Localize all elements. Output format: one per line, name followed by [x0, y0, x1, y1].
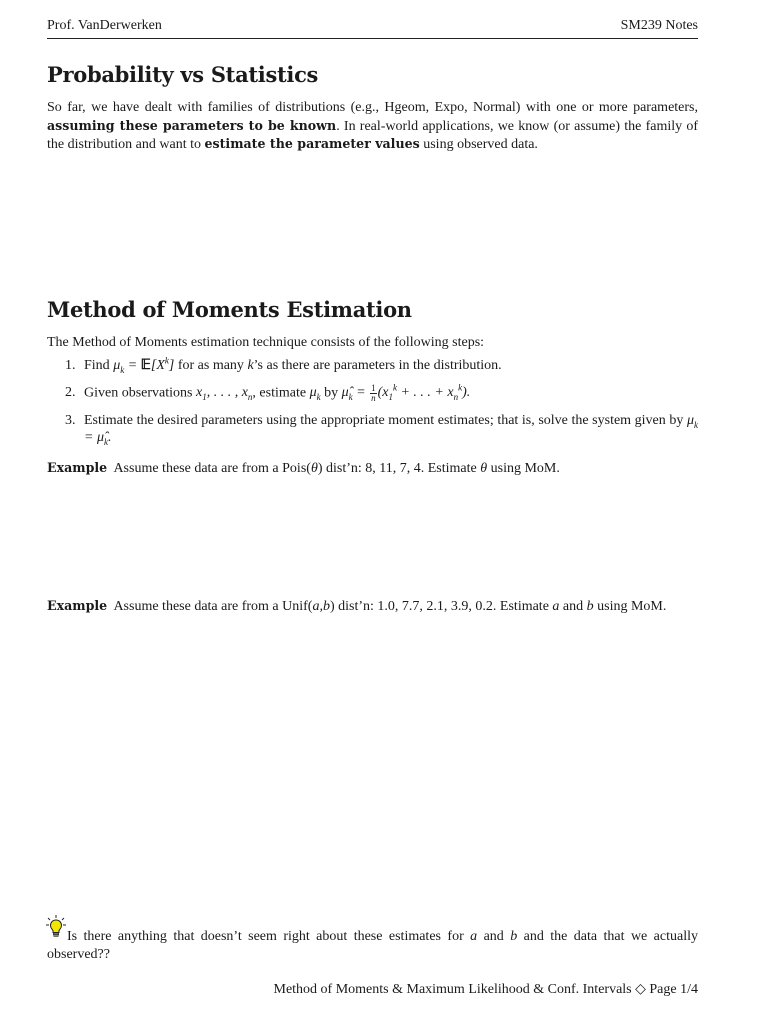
header-author: Prof. VanDerwerken [47, 18, 162, 33]
math-expression: k [247, 358, 254, 373]
math-expression: $x_1$, . . . , $x_n$ [195, 385, 253, 403]
intro-text-2: . In real-world applications, we know (or assume) the family of the distribution and want to [47, 118, 698, 153]
math-expression: $\mu_k$ [309, 385, 321, 403]
list-item [47, 384, 698, 403]
header-course: SM239 Notes [620, 18, 698, 33]
step-text: by [320, 385, 342, 401]
math-expression: $\mu_k$ = $𝔼[X^k]$ [113, 355, 175, 375]
example-text: using MoM. [487, 461, 560, 476]
step-text: for as many [174, 358, 248, 373]
step-number: 3. [65, 412, 76, 428]
example-text: Assume these data are from a Unif( [113, 599, 313, 614]
step-text: ’s as there are parameters in the distribution. [253, 358, 502, 373]
intro-paragraph [47, 99, 698, 154]
step-text: , estimate [252, 385, 310, 401]
example-text: and [559, 599, 587, 614]
intro-text-3: using observed data. [419, 137, 538, 153]
question-text: Is there anything that doesn’t seem right about these estimates for [67, 929, 471, 944]
step-text: Find [84, 358, 114, 373]
step-number: 2. [65, 384, 76, 400]
math-expression: θ [310, 461, 318, 476]
example-poisson [47, 459, 698, 478]
example-uniform [47, 597, 698, 616]
math-expression: a,b [312, 599, 330, 614]
math-expression: $\mu_k$ = $\mû_k$. [84, 412, 698, 447]
question-text: and [477, 929, 511, 944]
intro-text-1: So far, we have dealt with families of distributions (e.g., Hgeom, Expo, Normal) with one or more parameters, [47, 100, 698, 115]
example-text: using MoM. [593, 599, 667, 614]
example-text: Assume these data are from a Pois( [113, 461, 311, 476]
intro-bold-1: assuming these parameters to be known [47, 117, 337, 133]
question-text: and the data that we actually observed?? [47, 929, 698, 962]
example-text: ) dist’n: 8, 11, 7, 4. Estimate [317, 461, 481, 476]
math-expression: $\mû_k$ = $\frac{1}{n}$ ($x_1^k$ + . . . + $x_n^k$). [341, 382, 471, 403]
page-header [47, 18, 698, 39]
mom-steps-list [47, 357, 698, 456]
page-footer: Method of Moments & Maximum Likelihood & Conf. Intervals ◇ Page 1/4 [273, 982, 698, 997]
list-item [47, 357, 698, 375]
list-item [47, 412, 698, 447]
section-title-probability-vs-statistics: Probability vs Statistics [47, 62, 319, 87]
example-label: Example [47, 460, 108, 475]
step-text: Estimate the desired parameters using the appropriate moment estimates; that is, solve the system given by [84, 412, 687, 428]
section-title-method-of-moments: Method of Moments Estimation [47, 297, 412, 322]
math-expression: a [552, 599, 560, 614]
math-expression: b [510, 929, 518, 944]
example-text: ) dist’n: 1.0, 7.7, 2.1, 3.9, 0.2. Estimate [329, 599, 553, 614]
math-expression: b [586, 599, 594, 614]
question-paragraph [47, 928, 698, 963]
mom-intro: The Method of Moments estimation technique consists of the following steps: [47, 335, 485, 350]
example-label: Example [47, 598, 108, 613]
step-text: Given observations [84, 385, 196, 401]
math-expression: a [470, 929, 478, 944]
step-number: 1. [65, 358, 76, 373]
intro-bold-2: estimate the parameter values [204, 136, 420, 152]
math-expression: θ [480, 461, 488, 476]
